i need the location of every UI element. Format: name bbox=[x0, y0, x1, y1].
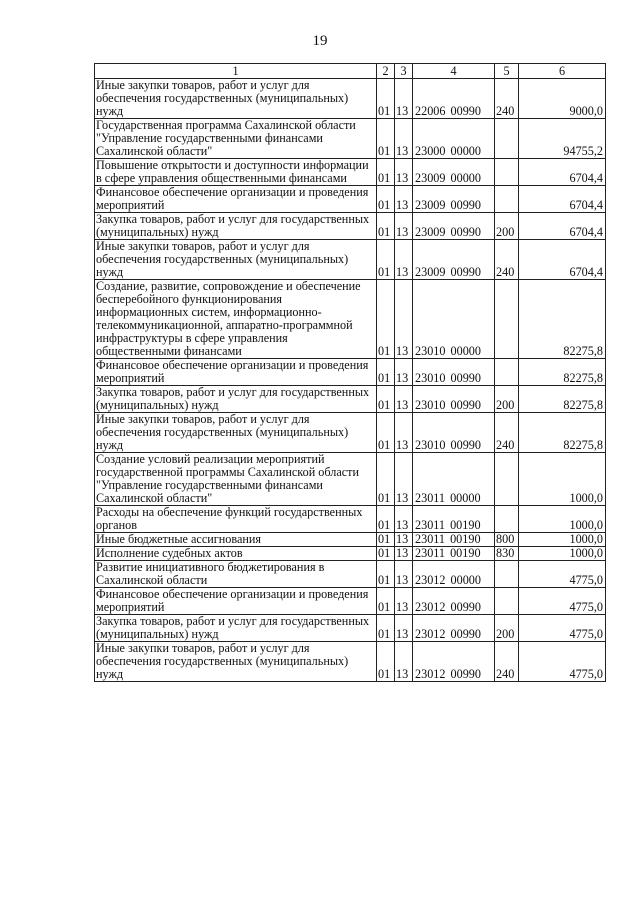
table-row bbox=[95, 506, 606, 533]
table-row bbox=[95, 413, 606, 453]
expense-name: Исполнение судебных актов bbox=[95, 547, 377, 561]
amount: 82275,8 bbox=[519, 359, 606, 386]
subsection-code: 13 bbox=[395, 547, 413, 561]
header-cell: 2 bbox=[377, 64, 395, 79]
table-row bbox=[95, 547, 606, 561]
section-code: 01 bbox=[377, 642, 395, 682]
expense-type-code: 240 bbox=[495, 79, 519, 119]
expense-name: Иные бюджетные ассигнования bbox=[95, 533, 377, 547]
expense-name: Иные закупки товаров, работ и услуг для обеспечения государственных (муниципальных) нужд bbox=[95, 240, 377, 280]
expense-name: Государственная программа Сахалинской области "Управление государственными финансами Сахалинской области" bbox=[95, 119, 377, 159]
header-cell: 5 bbox=[495, 64, 519, 79]
section-code: 01 bbox=[377, 119, 395, 159]
expense-name: Закупка товаров, работ и услуг для государственных (муниципальных) нужд bbox=[95, 213, 377, 240]
target-article-code: 23011 00000 bbox=[413, 453, 495, 506]
target-article-code: 23011 00190 bbox=[413, 506, 495, 533]
expense-name: Повышение открытости и доступности информации в сфере управления общественными финансами bbox=[95, 159, 377, 186]
target-article-code: 23011 00190 bbox=[413, 547, 495, 561]
subsection-code: 13 bbox=[395, 588, 413, 615]
target-article-code: 23009 00990 bbox=[413, 213, 495, 240]
subsection-code: 13 bbox=[395, 615, 413, 642]
amount: 6704,4 bbox=[519, 159, 606, 186]
subsection-code: 13 bbox=[395, 213, 413, 240]
subsection-code: 13 bbox=[395, 453, 413, 506]
subsection-code: 13 bbox=[395, 159, 413, 186]
expense-name: Финансовое обеспечение организации и проведения мероприятий bbox=[95, 588, 377, 615]
section-code: 01 bbox=[377, 615, 395, 642]
section-code: 01 bbox=[377, 280, 395, 359]
table-row bbox=[95, 119, 606, 159]
amount: 82275,8 bbox=[519, 386, 606, 413]
expense-type-code: 240 bbox=[495, 240, 519, 280]
header-cell: 1 bbox=[95, 64, 377, 79]
amount: 82275,8 bbox=[519, 280, 606, 359]
target-article-code: 22006 00990 bbox=[413, 79, 495, 119]
expense-name: Создание, развитие, сопровождение и обеспечение бесперебойного функционирования информационных систем, информационно-телекоммуникационной, аппаратно-программной инфраструктуры в сфере управления общественными финансами bbox=[95, 280, 377, 359]
target-article-code: 23010 00990 bbox=[413, 386, 495, 413]
expense-name: Закупка товаров, работ и услуг для государственных (муниципальных) нужд bbox=[95, 615, 377, 642]
target-article-code: 23011 00190 bbox=[413, 533, 495, 547]
header-cell: 4 bbox=[413, 64, 495, 79]
target-article-code: 23010 00000 bbox=[413, 280, 495, 359]
amount: 1000,0 bbox=[519, 453, 606, 506]
expense-name: Финансовое обеспечение организации и проведения мероприятий bbox=[95, 186, 377, 213]
amount: 4775,0 bbox=[519, 588, 606, 615]
subsection-code: 13 bbox=[395, 240, 413, 280]
section-code: 01 bbox=[377, 413, 395, 453]
section-code: 01 bbox=[377, 533, 395, 547]
amount: 6704,4 bbox=[519, 213, 606, 240]
section-code: 01 bbox=[377, 240, 395, 280]
header-cell: 6 bbox=[519, 64, 606, 79]
expense-type-code: 200 bbox=[495, 615, 519, 642]
subsection-code: 13 bbox=[395, 561, 413, 588]
table-row bbox=[95, 615, 606, 642]
expense-type-code bbox=[495, 453, 519, 506]
expense-type-code bbox=[495, 159, 519, 186]
expense-type-code: 200 bbox=[495, 386, 519, 413]
expense-type-code: 240 bbox=[495, 642, 519, 682]
table-row bbox=[95, 213, 606, 240]
expense-name: Развитие инициативного бюджетирования в Сахалинской области bbox=[95, 561, 377, 588]
table-row bbox=[95, 533, 606, 547]
expense-type-code: 830 bbox=[495, 547, 519, 561]
table-row bbox=[95, 79, 606, 119]
expense-type-code bbox=[495, 280, 519, 359]
table-row bbox=[95, 642, 606, 682]
subsection-code: 13 bbox=[395, 386, 413, 413]
amount: 6704,4 bbox=[519, 240, 606, 280]
amount: 1000,0 bbox=[519, 506, 606, 533]
subsection-code: 13 bbox=[395, 79, 413, 119]
section-code: 01 bbox=[377, 386, 395, 413]
section-code: 01 bbox=[377, 453, 395, 506]
expense-name: Закупка товаров, работ и услуг для государственных (муниципальных) нужд bbox=[95, 386, 377, 413]
subsection-code: 13 bbox=[395, 359, 413, 386]
target-article-code: 23009 00000 bbox=[413, 159, 495, 186]
table-row bbox=[95, 240, 606, 280]
section-code: 01 bbox=[377, 506, 395, 533]
amount: 6704,4 bbox=[519, 186, 606, 213]
amount: 4775,0 bbox=[519, 561, 606, 588]
subsection-code: 13 bbox=[395, 413, 413, 453]
section-code: 01 bbox=[377, 213, 395, 240]
amount: 1000,0 bbox=[519, 533, 606, 547]
expense-name: Расходы на обеспечение функций государственных органов bbox=[95, 506, 377, 533]
expense-type-code bbox=[495, 119, 519, 159]
amount: 1000,0 bbox=[519, 547, 606, 561]
target-article-code: 23010 00990 bbox=[413, 413, 495, 453]
table-row bbox=[95, 561, 606, 588]
table-row bbox=[95, 159, 606, 186]
subsection-code: 13 bbox=[395, 533, 413, 547]
expense-name: Иные закупки товаров, работ и услуг для обеспечения государственных (муниципальных) нужд bbox=[95, 413, 377, 453]
table-row bbox=[95, 386, 606, 413]
expense-type-code: 240 bbox=[495, 413, 519, 453]
target-article-code: 23012 00990 bbox=[413, 615, 495, 642]
header-cell: 3 bbox=[395, 64, 413, 79]
amount: 4775,0 bbox=[519, 615, 606, 642]
subsection-code: 13 bbox=[395, 506, 413, 533]
amount: 94755,2 bbox=[519, 119, 606, 159]
section-code: 01 bbox=[377, 186, 395, 213]
subsection-code: 13 bbox=[395, 642, 413, 682]
budget-table bbox=[94, 63, 606, 682]
table-row bbox=[95, 359, 606, 386]
table-row bbox=[95, 280, 606, 359]
amount: 82275,8 bbox=[519, 413, 606, 453]
amount: 9000,0 bbox=[519, 79, 606, 119]
target-article-code: 23012 00990 bbox=[413, 642, 495, 682]
subsection-code: 13 bbox=[395, 186, 413, 213]
expense-name: Создание условий реализации мероприятий государственной программы Сахалинской области "Управление государственными финансами Сахалинской области" bbox=[95, 453, 377, 506]
target-article-code: 23000 00000 bbox=[413, 119, 495, 159]
target-article-code: 23012 00990 bbox=[413, 588, 495, 615]
section-code: 01 bbox=[377, 359, 395, 386]
amount: 4775,0 bbox=[519, 642, 606, 682]
expense-type-code: 200 bbox=[495, 213, 519, 240]
expense-name: Иные закупки товаров, работ и услуг для обеспечения государственных (муниципальных) нужд bbox=[95, 79, 377, 119]
table-header-row bbox=[95, 64, 606, 79]
expense-type-code bbox=[495, 359, 519, 386]
section-code: 01 bbox=[377, 547, 395, 561]
target-article-code: 23009 00990 bbox=[413, 186, 495, 213]
section-code: 01 bbox=[377, 79, 395, 119]
expense-type-code bbox=[495, 588, 519, 615]
subsection-code: 13 bbox=[395, 119, 413, 159]
page-number: 19 bbox=[312, 33, 328, 49]
target-article-code: 23010 00990 bbox=[413, 359, 495, 386]
target-article-code: 23012 00000 bbox=[413, 561, 495, 588]
expense-type-code bbox=[495, 186, 519, 213]
table-row bbox=[95, 453, 606, 506]
expense-type-code: 800 bbox=[495, 533, 519, 547]
expense-name: Финансовое обеспечение организации и проведения мероприятий bbox=[95, 359, 377, 386]
expense-type-code bbox=[495, 506, 519, 533]
expense-type-code bbox=[495, 561, 519, 588]
table-row bbox=[95, 588, 606, 615]
section-code: 01 bbox=[377, 588, 395, 615]
section-code: 01 bbox=[377, 159, 395, 186]
table-row bbox=[95, 186, 606, 213]
section-code: 01 bbox=[377, 561, 395, 588]
expense-name: Иные закупки товаров, работ и услуг для обеспечения государственных (муниципальных) нужд bbox=[95, 642, 377, 682]
subsection-code: 13 bbox=[395, 280, 413, 359]
target-article-code: 23009 00990 bbox=[413, 240, 495, 280]
